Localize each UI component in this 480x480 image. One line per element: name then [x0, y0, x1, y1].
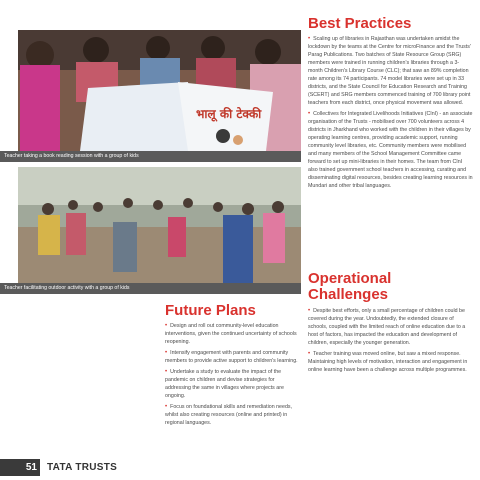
best-practices-item: • Scaling up of libraries in Rajasthan was undertaken amidst the lockdown by the teams at the Centre for microFinance and the Trusts' Parag Publications. Two batches of State Resource Group (SRG) members were trained in running children's libraries through a 3-month Children's Library Course (CLC); that saw an 89% completion rate among its 74 participants. 74 model libraries were set up in 33 districts, and the State Council for Education Research and Training (SCERT) and SRG members commenced training of 700 library point teachers from each district, once physical movement was allowed.: [308, 35, 473, 107]
operational-challenges-heading: [308, 271, 391, 303]
future-plans-item: • Focus on foundational skills and remediation needs, whilst also creating resources (online and printed) in regional languages.: [165, 403, 301, 427]
operational-challenges-item: • Despite best efforts, only a small percentage of children could be covered during the year. Undoubtedly, the extended closure of schools, coupled with the limited reach of online education due to a host of factors, has impacted the education and development of children, especially the younger generation.: [308, 307, 473, 347]
photo-outdoor-activity: [18, 167, 301, 283]
future-plans-item: • Intensify engagement with parents and community members to provide active support to children's learning.: [165, 349, 301, 365]
page-footer: [0, 459, 117, 476]
book-title-art: भालू की टेक्की: [196, 107, 262, 121]
future-plans-list: [165, 322, 301, 430]
outdoor-activity-image: [18, 167, 301, 283]
operational-challenges-list: [308, 307, 473, 377]
page-number: 51: [0, 459, 40, 476]
best-practices-heading: Best Practices: [308, 15, 412, 32]
photo1-caption: Teacher taking a book reading session with a group of kids: [0, 151, 301, 162]
future-plans-item: • Design and roll out community-level education interventions, given the continued uncertainty of schools reopening.: [165, 322, 301, 346]
operational-challenges-heading-line2: Challenges: [308, 286, 389, 303]
operational-challenges-item: • Teacher training was moved online, but saw a mixed response. Maintaining high levels of motivation, interaction and engagement in online learning have been a challenge across multiple programmes.: [308, 350, 473, 374]
future-plans-item: • Undertake a study to evaluate the impact of the pandemic on children and devise strategies for addressing the same in villages where projects are ongoing.: [165, 368, 301, 400]
best-practices-item: • Collectives for Integrated Livelihoods Initiatives (CInI) - an associate organisation of the Trusts - mobilised over 700 volunteers across 4 districts in Jharkhand who worked with the children in their villages by operating learning centres, providing academic support, running community level libraries, etc. Community members were mobilised and many members of the School Management Committee came forward to set up mini-libraries in their homes. The team from CInI also trained government school teachers in accessing, curating and disseminating digital resources, besides creating learning resources in Mundari and other tribal languages.: [308, 110, 473, 190]
brand-name: TATA TRUSTS: [47, 462, 118, 473]
future-plans-heading: Future Plans: [165, 302, 256, 319]
operational-challenges-heading-line1: Operational: [308, 270, 392, 287]
photo-book-reading: [18, 30, 301, 151]
best-practices-list: [308, 35, 473, 193]
book-reading-image: [18, 30, 301, 151]
photo2-caption: Teacher facilitating outdoor activity with a group of kids: [0, 283, 301, 294]
